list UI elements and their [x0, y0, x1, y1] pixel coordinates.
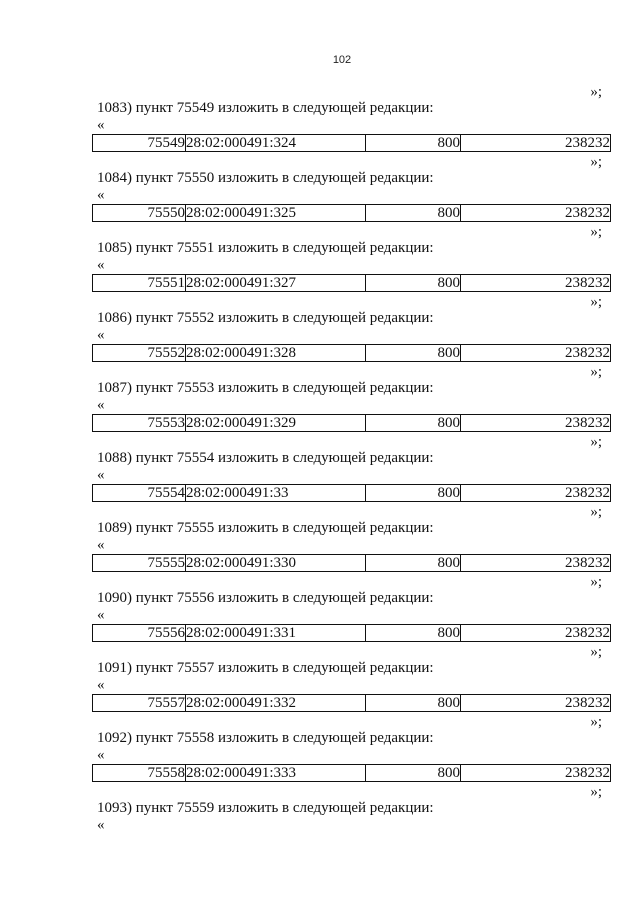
- item-table: [92, 414, 611, 432]
- cell-cadastral-number: 28:02:000491:328: [186, 345, 366, 362]
- amendment-entry: [0, 660, 640, 730]
- entry-heading: 1083) пункт 75549 изложить в следующей редакции:: [97, 100, 434, 116]
- cell-value-2: 238232: [461, 205, 611, 222]
- entry-heading: 1088) пункт 75554 изложить в следующей редакции:: [97, 450, 434, 466]
- entry-heading: 1086) пункт 75552 изложить в следующей редакции:: [97, 310, 434, 326]
- cell-item-number: 75558: [93, 765, 186, 782]
- cell-value-1: 800: [366, 205, 461, 222]
- close-quote: »;: [590, 784, 602, 800]
- close-quote: »;: [590, 84, 602, 100]
- cell-value-2: 238232: [461, 555, 611, 572]
- cell-value-2: 238232: [461, 135, 611, 152]
- open-quote: «: [97, 327, 105, 343]
- cell-value-1: 800: [366, 555, 461, 572]
- table-row: [93, 765, 611, 782]
- close-quote: »;: [590, 364, 602, 380]
- open-quote: «: [97, 467, 105, 483]
- cell-value-2: 238232: [461, 485, 611, 502]
- cell-value-2: 238232: [461, 415, 611, 432]
- amendment-entry: [0, 450, 640, 520]
- table-row: [93, 345, 611, 362]
- entry-heading: 1084) пункт 75550 изложить в следующей редакции:: [97, 170, 434, 186]
- cell-cadastral-number: 28:02:000491:330: [186, 555, 366, 572]
- entry-heading: 1089) пункт 75555 изложить в следующей редакции:: [97, 520, 434, 536]
- cell-item-number: 75557: [93, 695, 186, 712]
- cell-cadastral-number: 28:02:000491:333: [186, 765, 366, 782]
- open-quote: «: [97, 257, 105, 273]
- cell-item-number: 75553: [93, 415, 186, 432]
- open-quote: «: [97, 677, 105, 693]
- cell-value-1: 800: [366, 485, 461, 502]
- cell-item-number: 75549: [93, 135, 186, 152]
- cell-value-1: 800: [366, 345, 461, 362]
- item-table: [92, 274, 611, 292]
- cell-value-1: 800: [366, 415, 461, 432]
- item-table: [92, 764, 611, 782]
- cell-value-1: 800: [366, 135, 461, 152]
- cell-item-number: 75550: [93, 205, 186, 222]
- item-table: [92, 344, 611, 362]
- open-quote: «: [97, 817, 105, 833]
- cell-item-number: 75552: [93, 345, 186, 362]
- amendment-entry: [0, 730, 640, 800]
- item-table: [92, 554, 611, 572]
- cell-value-1: 800: [366, 695, 461, 712]
- document-body: [0, 84, 640, 834]
- cell-cadastral-number: 28:02:000491:332: [186, 695, 366, 712]
- cell-cadastral-number: 28:02:000491:325: [186, 205, 366, 222]
- table-row: [93, 275, 611, 292]
- amendment-entry: [0, 310, 640, 380]
- cell-value-2: 238232: [461, 765, 611, 782]
- cell-value-1: 800: [366, 625, 461, 642]
- cell-value-2: 238232: [461, 695, 611, 712]
- amendment-entry: [0, 520, 640, 590]
- page-number: 102: [332, 54, 352, 66]
- entry-heading: 1092) пункт 75558 изложить в следующей редакции:: [97, 730, 434, 746]
- cell-item-number: 75555: [93, 555, 186, 572]
- cell-cadastral-number: 28:02:000491:324: [186, 135, 366, 152]
- open-quote: «: [97, 747, 105, 763]
- close-quote: »;: [590, 434, 602, 450]
- close-quote: »;: [590, 224, 602, 240]
- table-row: [93, 555, 611, 572]
- close-quote: »;: [590, 154, 602, 170]
- amendment-entry: [0, 590, 640, 660]
- entry-heading: 1091) пункт 75557 изложить в следующей редакции:: [97, 660, 434, 676]
- table-row: [93, 625, 611, 642]
- close-quote: »;: [590, 504, 602, 520]
- amendment-entry: [0, 380, 640, 450]
- close-quote: »;: [590, 714, 602, 730]
- cell-value-2: 238232: [461, 275, 611, 292]
- amendment-entry: [0, 240, 640, 310]
- item-table: [92, 624, 611, 642]
- close-quote: »;: [590, 294, 602, 310]
- cell-item-number: 75556: [93, 625, 186, 642]
- cell-cadastral-number: 28:02:000491:33: [186, 485, 366, 502]
- cell-value-1: 800: [366, 765, 461, 782]
- amendment-entry: [0, 800, 640, 834]
- close-quote: »;: [590, 574, 602, 590]
- close-quote: »;: [590, 644, 602, 660]
- open-quote: «: [97, 607, 105, 623]
- open-quote: «: [97, 187, 105, 203]
- entry-heading: 1090) пункт 75556 изложить в следующей редакции:: [97, 590, 434, 606]
- table-row: [93, 135, 611, 152]
- cell-cadastral-number: 28:02:000491:329: [186, 415, 366, 432]
- cell-value-2: 238232: [461, 625, 611, 642]
- cell-item-number: 75551: [93, 275, 186, 292]
- open-quote: «: [97, 397, 105, 413]
- item-table: [92, 484, 611, 502]
- cell-value-1: 800: [366, 275, 461, 292]
- table-row: [93, 695, 611, 712]
- table-row: [93, 415, 611, 432]
- entry-heading: 1085) пункт 75551 изложить в следующей редакции:: [97, 240, 434, 256]
- cell-value-2: 238232: [461, 345, 611, 362]
- entry-heading: 1087) пункт 75553 изложить в следующей редакции:: [97, 380, 434, 396]
- cell-cadastral-number: 28:02:000491:331: [186, 625, 366, 642]
- open-quote: «: [97, 537, 105, 553]
- item-table: [92, 134, 611, 152]
- table-row: [93, 485, 611, 502]
- open-quote: «: [97, 117, 105, 133]
- entry-heading: 1093) пункт 75559 изложить в следующей редакции:: [97, 800, 434, 816]
- cell-item-number: 75554: [93, 485, 186, 502]
- item-table: [92, 204, 611, 222]
- cell-cadastral-number: 28:02:000491:327: [186, 275, 366, 292]
- amendment-entry: [0, 100, 640, 170]
- item-table: [92, 694, 611, 712]
- amendment-entry: [0, 170, 640, 240]
- table-row: [93, 205, 611, 222]
